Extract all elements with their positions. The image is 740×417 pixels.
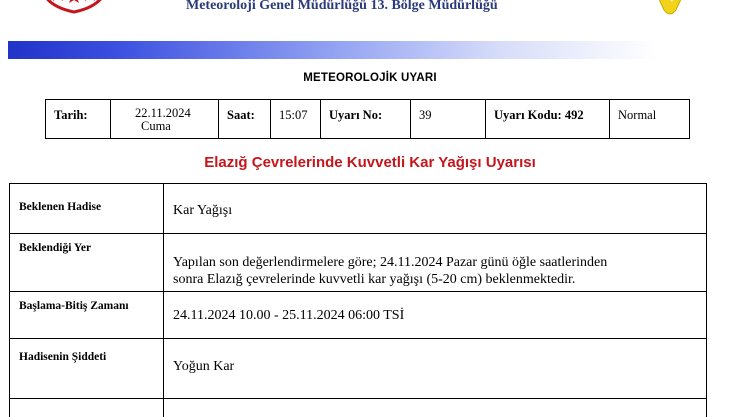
severity-label: Hadisenin Şiddeti (10, 339, 164, 399)
warning-code-label: Uyarı Kodu: 492 (486, 100, 610, 139)
meteorology-logo-icon (650, 0, 690, 18)
severity-value: Yoğun Kar (164, 339, 707, 399)
expected-event-value: Kar Yağışı (164, 184, 707, 234)
organization-header: Meteoroloji Genel Müdürlüğü 13. Bölge Müdürlüğü (186, 0, 498, 13)
day-value: Cuma (141, 119, 171, 133)
expected-event-label: Beklenen Hadise (10, 184, 164, 234)
table-row (10, 292, 707, 339)
location-line-1: Yapılan son değerlendirmelere göre; 24.11.2024 Pazar günü öğle saatlerinden (173, 255, 608, 270)
ministry-logo-icon (38, 0, 110, 14)
table-row (10, 234, 707, 292)
header-gradient-bar (8, 41, 714, 59)
section-title: METEOROLOJİK UYARI (303, 72, 437, 84)
table-row (10, 399, 707, 417)
warning-title: Elazığ Çevrelerinde Kuvvetli Kar Yağışı Uyarısı (204, 154, 536, 171)
date-value: 22.11.2024 (135, 106, 191, 120)
start-end-time-value: 24.11.2024 10.00 - 25.11.2024 06:00 TSİ (164, 292, 707, 339)
table-row (10, 339, 707, 399)
time-label: Saat: (219, 100, 271, 139)
location-line-2: sonra Elazığ çevrelerinde kuvvetli kar yağışı (5-20 cm) beklenmektedir. (173, 272, 576, 287)
warning-info-table (45, 99, 690, 139)
warning-no-label: Uyarı No: (321, 100, 411, 139)
date-label: Tarih: (46, 100, 111, 139)
table-row (10, 184, 707, 234)
start-end-time-label: Başlama-Bitiş Zamanı (10, 292, 164, 339)
date-cell (111, 100, 219, 139)
warning-no-value: 39 (411, 100, 486, 139)
warning-detail-table (9, 183, 707, 417)
expected-location-label: Beklendiği Yer (10, 234, 164, 292)
empty-cell (164, 399, 707, 417)
time-value: 15:07 (271, 100, 321, 139)
status-value: Normal (610, 100, 690, 139)
empty-cell (10, 399, 164, 417)
expected-location-value (164, 234, 707, 292)
